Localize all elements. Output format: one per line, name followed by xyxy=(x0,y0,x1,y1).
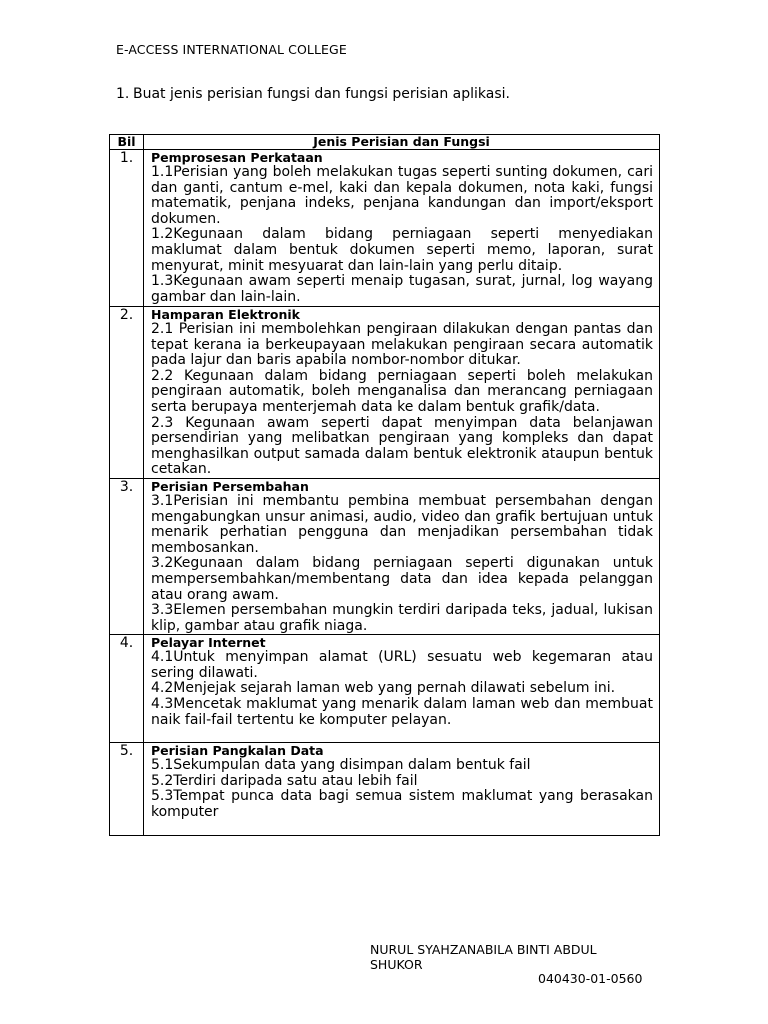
college-header: E-ACCESS INTERNATIONAL COLLEGE xyxy=(116,42,347,57)
row-paragraph: 2.1 Perisian ini membolehkan pengiraan dilakukan dengan pantas dan tepat kerana ia berkeupayaan melakukan pengiraan secara automatik pada lajur dan baris apabila nombor-nombor ditukar. xyxy=(151,321,653,369)
row-paragraph: 5.3Tempat punca data bagi semua sistem maklumat yang berasakan komputer xyxy=(151,788,653,821)
row-paragraph: 3.2Kegunaan dalam bidang perniagaan seperti digunakan untuk mempersembahkan/membentang data dan idea kepada pelanggan atau orang awam. xyxy=(151,555,653,603)
row-paragraph: 2.2 Kegunaan dalam bidang perniagaan seperti boleh melakukan pengiraan automatik, boleh menganalisa dan merancang perniagaan serta berupaya menterjemah data ke dalam bentuk grafik/data. xyxy=(151,367,653,415)
row-number: 4. xyxy=(110,635,144,743)
header-bil: Bil xyxy=(110,135,144,150)
table-row xyxy=(110,635,660,743)
row-paragraph: 1.3Kegunaan awam seperti menaip tugasan, surat, jurnal, log wayang gambar dan lain-lain. xyxy=(151,273,653,305)
table-row xyxy=(110,743,660,836)
row-number: 1. xyxy=(110,150,144,307)
row-description xyxy=(144,743,660,836)
row-number: 5. xyxy=(110,743,144,836)
row-paragraph: 3.1Perisian ini membantu pembina membuat persembahan dengan mengabungkan unsur animasi, audio, video dan grafik bertujuan untuk menarik perhatian pengguna dan menjadikan persembahan tidak membosankan. xyxy=(151,492,653,556)
row-description xyxy=(144,635,660,743)
row-number: 2. xyxy=(110,307,144,479)
question-text: Buat jenis perisian fungsi dan fungsi perisian aplikasi. xyxy=(133,86,510,102)
header-desc: Jenis Perisian dan Fungsi xyxy=(144,135,660,150)
software-table xyxy=(109,134,660,836)
row-paragraph: 5.1Sekumpulan data yang disimpan dalam bentuk fail xyxy=(151,757,531,774)
table-header-row xyxy=(110,135,660,150)
row-title: Pelayar Internet xyxy=(151,635,266,651)
table-row xyxy=(110,150,660,307)
question xyxy=(116,86,510,102)
row-number: 3. xyxy=(110,478,144,634)
row-description xyxy=(144,478,660,634)
row-paragraph: 2.3 Kegunaan awam seperti dapat menyimpan data belanjawan persendirian yang melibatkan pengiraan yang kompleks dan dapat menghasilkan output samada dalam bentuk elektronik ataupun bentuk cetakan. xyxy=(151,414,653,478)
row-paragraph: 4.1Untuk menyimpan alamat (URL) sesuatu web kegemaran atau sering dilawati. xyxy=(151,649,653,681)
row-description xyxy=(144,150,660,307)
row-description xyxy=(144,307,660,479)
row-paragraph: 1.2Kegunaan dalam bidang perniagaan seperti menyediakan maklumat dalam bentuk dokumen seperti memo, laporan, surat menyurat, minit mesyuarat dan lain-lain yang perlu ditaip. xyxy=(151,226,653,274)
row-paragraph: 1.1Perisian yang boleh melakukan tugas seperti sunting dokumen, cari dan ganti, cantum e-mel, kaki dan kepala dokumen, nota kaki, fungsi matematik, penjana indeks, penjana kandungan dan import/eksport dokumen. xyxy=(151,164,653,227)
table-row xyxy=(110,307,660,479)
student-name: NURUL SYAHZANABILA BINTI ABDUL SHUKOR xyxy=(370,942,597,972)
row-paragraph: 3.3Elemen persembahan mungkin terdiri daripada teks, jadual, lukisan klip, gambar atau grafik niaga. xyxy=(151,602,653,634)
row-title: Hamparan Elektronik xyxy=(151,307,300,322)
row-paragraph: 5.2Terdiri daripada satu atau lebih fail xyxy=(151,772,418,789)
row-title: Perisian Persembahan xyxy=(151,478,309,494)
row-title: Pemprosesan Perkataan xyxy=(151,150,323,165)
row-title: Perisian Pangkalan Data xyxy=(151,743,324,759)
question-number: 1. xyxy=(116,86,130,102)
row-paragraph: 4.2Menjejak sejarah laman web yang pernah dilawati sebelum ini. xyxy=(151,680,616,697)
row-paragraph: 4.3Mencetak maklumat yang menarik dalam laman web dan membuat naik fail-fail tertentu ke komputer pelayan. xyxy=(151,696,653,728)
table-row xyxy=(110,478,660,634)
student-id: 040430-01-0560 xyxy=(538,971,643,986)
